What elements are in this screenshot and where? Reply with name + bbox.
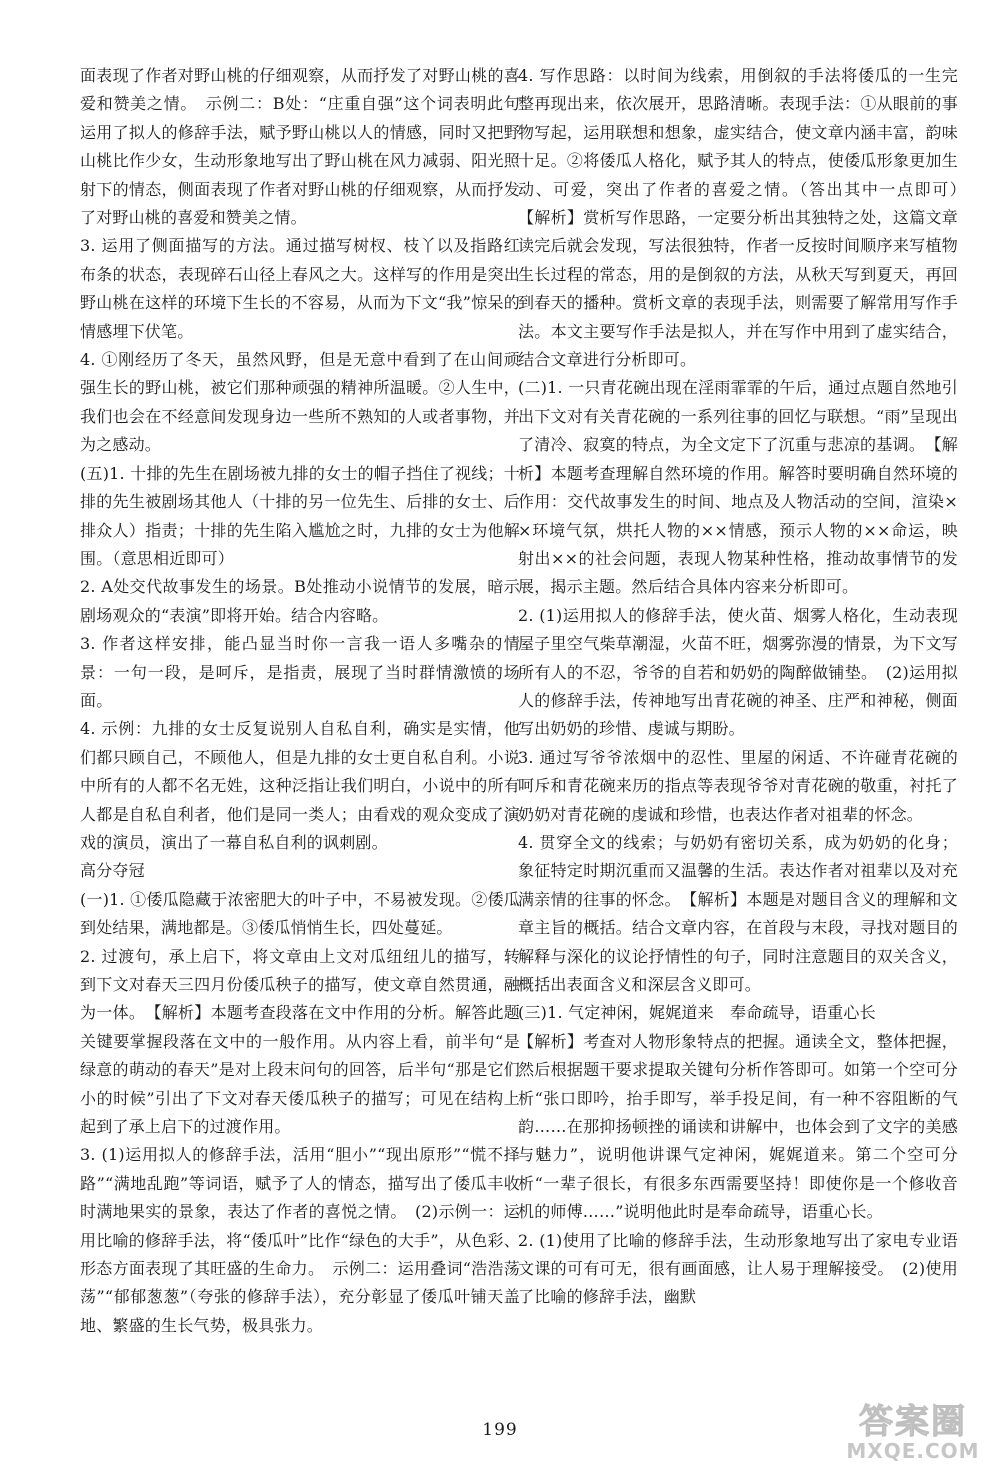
answer-paragraph: (二)1. 一只青花碗出现在淫雨霏霏的午后，通过点题自然地引出下文对有关青花碗的一系列往事的回忆与联想。“雨”呈现出了清冷、寂寞的特点，为全文定下了沉重与悲凉的基调。 【解析】本题考查理解自然环境的作用。解答时要明确自然环境的作用：交代故事发生的时间、地点及人物活动的空间，渲染××环境气氛，烘托人物的××情感，预示人物的××命运，映射出××的社会问题，表现人物某种性格，推动故事情节的发展，揭示主题。然后结合具体内容来分析即可。 (518, 378, 958, 597)
answer-paragraph: 2. (1)运用拟人的修辞手法，使火苗、烟雾人格化，生动表现屋子里空气柴草潮湿，火苗不旺，烟雾弥漫的情景，为下文写所有人的不忍，爷爷的自若和奶奶的陶醉做铺垫。 (2)运用拟人的修辞手法，传神地写出青花碗的神圣、庄严和神秘，侧面写出奶奶的珍惜、虔诚与期盼。 (518, 605, 958, 739)
answer-paragraph: 4. ①刚经历了冬天，虽然风野，但是无意中看到了在山间顽强生长的野山桃，被它们那种顽强的精神所温暖。②人生中，我们也会在不经意间发现身边一些所不熟知的人或者事物，并为之感动。 (80, 350, 520, 455)
answer-paragraph: 4. 贯穿全文的线索；与奶奶有密切关系，成为奶奶的化身；象征特定时期沉重而又温馨的生活。表达作者对祖辈以及对充满亲情的往事的怀念。 【解析】本题是对题目含义的理解和文章主旨的概括。结合文章内容，在首段与末段，寻找对题目的解释与深化的议论抒情性的句子，同时注意题目的双关含义，概括出表面含义和深层含义即可。 (518, 832, 958, 994)
answer-paragraph: 4. 写作思路：以时间为线索，用倒叙的手法将倭瓜的一生完整再现出来，依次展开，思路清晰。表现手法：①从眼前的事物写起，运用联想和想象，虚实结合，使文章内涵丰富，韵味十足。②将倭瓜人格化，赋予其人的特点，使倭瓜形象更加生动、可爱，突出了作者的喜爱之情。（答出其中一点即可） 【解析】赏析写作思路，一定要分析出其独特之处，这篇文章读完后就会发现，写法很独特，作者一反按时间顺序来写植物生长过程的常态，用的是倒叙的方法，从秋天写到夏天，再回到春天的播种。赏析文章的表现手法，则需要了解常用写作手法。本文主要写作手法是拟人，并在写作中用到了虚实结合，结合文章进行分析即可。 (518, 66, 975, 370)
left-column (80, 62, 520, 1340)
answer-paragraph: (一)1. ①倭瓜隐藏于浓密肥大的叶子中，不易被发现。②倭瓜到处结果，满地都是。③倭瓜悄悄生长，四处蔓延。 (80, 889, 520, 938)
answer-paragraph: 2. 过渡句，承上启下，将文章由上文对瓜纽纽儿的描写，转到下文对春天三四月份倭瓜秧子的描写，使文章自然贯通，融为一体。 【解析】本题考查段落在文中作用的分析。解答此题关键要掌握段落在文中的一般作用。从内容上看，前半句“是绿意的萌动的春天”是对上段末问句的回答，后半句“那是它们小的时候”引出了下文对春天倭瓜秧子的描写；可见在结构上起到了承上启下的过渡作用。 (80, 946, 520, 1137)
answer-paragraph: 3. 作者这样安排，能凸显当时你一言我一语人多嘴杂的情景：一句一段，是呵斥，是指责，展现了当时群情激愤的场面。 (80, 634, 520, 710)
page-number: 199 (482, 1420, 518, 1440)
answer-paragraph: (五)1. 十排的先生在剧场被九排的女士的帽子挡住了视线；十排的先生被剧场其他人（十排的另一位先生、后排的女士、后排众人）指责；十排的先生陷入尴尬之时，九排的女士为他解围。（意思相近即可） (80, 463, 520, 568)
section-heading: 高分夺冠 (80, 861, 145, 881)
answer-paragraph: 2. (1)使用了比喻的修辞手法，生动形象地写出了家电专业语文课的可有可无，很有画面感，让人易于理解接受。 (2)使用了比喻的修辞手法，幽默 (518, 1230, 958, 1307)
answer-paragraph: 【解析】考查对人物形象特点的把握。通读全文，整体把握，然后根据题干要求提取关键句分析作答即可。如第一个空可分析“张口即吟，抬手即写，举手投足间，有一种不容阻断的气韵……在那抑扬顿挫的诵读和讲解中，也体会到了文字的美感与魅力”，说明他讲课气定神闲，娓娓道来。第二个空可分析“一辈子很长，有很多东西需要坚持！即使你是一个修收音机的师傅……”说明他此时是奉命疏导，语重心长。 (518, 1031, 958, 1222)
answer-paragraph: (三)1. 气定神闲，娓娓道来 奉命疏导，语重心长 (518, 1003, 876, 1023)
watermark-logo-text: 答案圈 (859, 1402, 967, 1442)
answer-paragraph: 3. (1)运用拟人的修辞手法，活用“胆小”“现出原形”“慌不择路”“满地乱跑”等词语，赋予了人的情态，描写出了倭瓜丰收时满地果实的景象，表达了作者的喜悦之情。 (2)示例一：运用比喻的修辞手法，将“倭瓜叶”比作“绿色的大手”，从色彩、形态方面表现了其旺盛的生命力。 示例二：运用叠词“浩浩荡荡”“郁郁葱葱”（夸张的修辞手法），充分彰显了倭瓜叶铺天盖地、繁盛的生长气势，极具张力。 (80, 1145, 520, 1335)
answer-paragraph: 3. 运用了侧面描写的方法。通过描写树杈、枝丫以及指路红布条的状态，表现碎石山径上春风之大。这样写的作用是突出野山桃在这样的环境下生长的不容易，从而为下文“我”惊呆的情感埋下伏笔。 (80, 236, 520, 341)
watermark-url: MXQE.COM (846, 1439, 980, 1463)
watermark-logo (838, 1403, 988, 1463)
right-column (518, 62, 975, 1312)
answer-paragraph: 面表现了作者对野山桃的仔细观察，从而抒发了对野山桃的喜爱和赞美之情。 示例二：B处：“庄重自强”这个词表明此句运用了拟人的修辞手法，赋予野山桃以人的情感，同时又把野山桃比作少女，生动形象地写出了野山桃在风力减弱、阳光照射下的情态，侧面表现了作者对野山桃的仔细观察，从而抒发了对野山桃的喜爱和赞美之情。 (80, 66, 520, 228)
answer-paragraph: 2. A处交代故事发生的场景。B处推动小说情节的发展，暗示剧场观众的“表演”即将开始。结合内容略。 (80, 577, 520, 625)
answer-paragraph: 3. 通过写爷爷浓烟中的忍性、里屋的闲适、不许碰青花碗的呵斥和青花碗来历的指点等表现爷爷对青花碗的敬重，衬托了奶奶对青花碗的虔诚和珍惜，也表达作者对祖辈的怀念。 (518, 747, 958, 824)
answer-paragraph: 4. 示例：九排的女士反复说别人自私自利，确实是实情，他们都只顾自己，不顾他人，但是九排的女士更自私自利。小说中所有的人都不名无姓，这种泛指让我们明白，小说中的所有人都是自私自利者，他们是同一类人；由看戏的观众变成了演戏的演员，演出了一幕自私自利的讽刺剧。 (80, 719, 520, 852)
